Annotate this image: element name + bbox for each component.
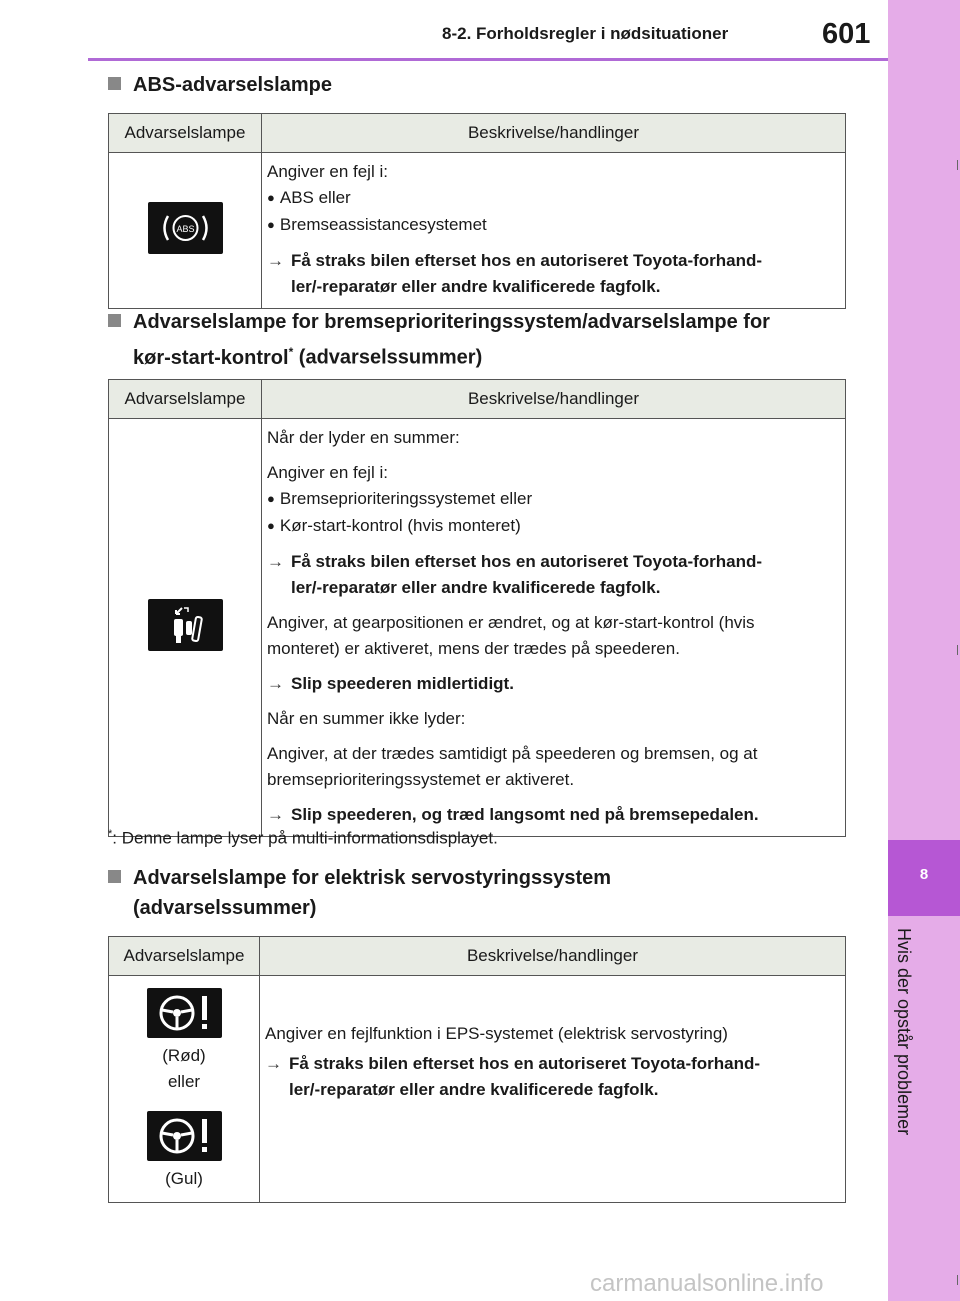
action-instruction: → Slip speederen midlertidigt. (267, 671, 837, 697)
section-title-brake: Advarselslampe for bremseprioriteringssystem/advarselslampe for kør-start-kontrol* (advarselssummer) (108, 307, 848, 373)
section-marker (108, 870, 121, 883)
col-header-desc: Beskrivelse/handlinger (262, 114, 846, 153)
section-marker (108, 77, 121, 90)
eps-table (108, 936, 846, 1203)
brake-icon-cell (109, 419, 262, 837)
pedal-warning-icon (148, 599, 223, 651)
crop-mark (957, 645, 958, 655)
col-header-lamp: Advarselslampe (109, 114, 262, 153)
arrow-icon: → (267, 674, 284, 693)
list-item: ● Bremseassistancesystemet (267, 212, 837, 239)
arrow-icon: → (267, 805, 284, 824)
col-header-desc: Beskrivelse/handlinger (262, 380, 846, 419)
footnote: *: Denne lampe lyser på multi-informationsdisplayet. (108, 828, 498, 848)
eps-icon-cell (109, 976, 260, 1203)
brake-description: Når der lyder en summer: Angiver en fejl i: ● Bremseprioriteringssystemet eller ● Kør-start-kontrol (hvis monteret) → Få straks bilen efterset hos en autoriseret Toyota-forhand- ler/-reparatør eller andre kvalificerede fagfolk. Angiver, at gearpositionen er ændret, og at kør-start-kontrol (hvis monteret) er aktiveret, mens der trædes på speederen. → Slip speederen midlertidigt. Når en summer ikke lyder: Angiver, at der trædes samtidigt på speederen og bremsen, og at bremseprioriteringssystemet er aktiveret. → Slip speederen, og træd langsomt ned på bremsepedalen. (262, 419, 846, 837)
col-header-lamp: Advarselslampe (109, 937, 260, 976)
list-item: ● Bremseprioriteringssystemet eller (267, 486, 837, 513)
header-rule (88, 58, 888, 61)
chapter-label: Hvis der opstår problemer (894, 928, 914, 1136)
action-instruction: → Få straks bilen efterset hos en autoriseret Toyota-forhand- ler/-reparatør eller andre kvalificerede fagfolk. (267, 549, 837, 601)
watermark: carmanualsonline.info (590, 1270, 824, 1297)
col-header-lamp: Advarselslampe (109, 380, 262, 419)
page-number: 601 (822, 18, 871, 50)
caption-or: eller (167, 1072, 201, 1091)
action-instruction: → Få straks bilen efterset hos en autoriseret Toyota-forhand- ler/-reparatør eller andre kvalificerede fagfolk. (265, 1051, 837, 1103)
list-item: ● Kør-start-kontrol (hvis monteret) (267, 513, 837, 540)
eps-description: Angiver en fejlfunktion i EPS-systemet (elektrisk servostyring) → Få straks bilen efterset hos en autoriseret Toyota-forhand- ler/-reparatør eller andre kvalificerede fagfolk. (260, 976, 846, 1203)
action-instruction: → Slip speederen, og træd langsomt ned på bremsepedalen. (267, 802, 837, 828)
section-title-eps: Advarselslampe for elektrisk servostyringssystem (advarselssummer) (108, 863, 848, 923)
abs-warning-icon (148, 202, 223, 254)
list-item: ● ABS eller (267, 185, 837, 212)
col-header-desc: Beskrivelse/handlinger (260, 937, 846, 976)
crop-mark (957, 160, 958, 170)
caption-yellow: (Gul) (165, 1169, 203, 1188)
abs-table (108, 113, 846, 309)
steering-warning-icon (147, 1111, 222, 1161)
svg-text:ABS: ABS (175, 224, 195, 234)
abs-icon-cell (109, 153, 262, 309)
action-instruction: → Få straks bilen efterset hos en autoriseret Toyota-forhand- ler/-reparatør eller andre kvalificerede fagfolk. (267, 248, 837, 300)
caption-red: (Rød) (162, 1046, 206, 1065)
arrow-icon: → (265, 1054, 282, 1073)
brake-table (108, 379, 846, 837)
chapter-heading: 8-2. Forholdsregler i nødsituationer (442, 24, 729, 43)
crop-mark (957, 1275, 958, 1285)
section-marker (108, 314, 121, 327)
steering-warning-icon (147, 988, 222, 1038)
chapter-number: 8 (919, 866, 929, 883)
abs-description: Angiver en fejl i: ● ABS eller ● Bremseassistancesystemet → Få straks bilen efterset hos en autoriseret Toyota-forhand- ler/-reparatør eller andre kvalificerede fagfolk. (262, 153, 846, 309)
arrow-icon: → (267, 552, 284, 571)
arrow-icon: → (267, 251, 284, 270)
section-title-abs: ABS-advarselslampe (108, 70, 848, 100)
